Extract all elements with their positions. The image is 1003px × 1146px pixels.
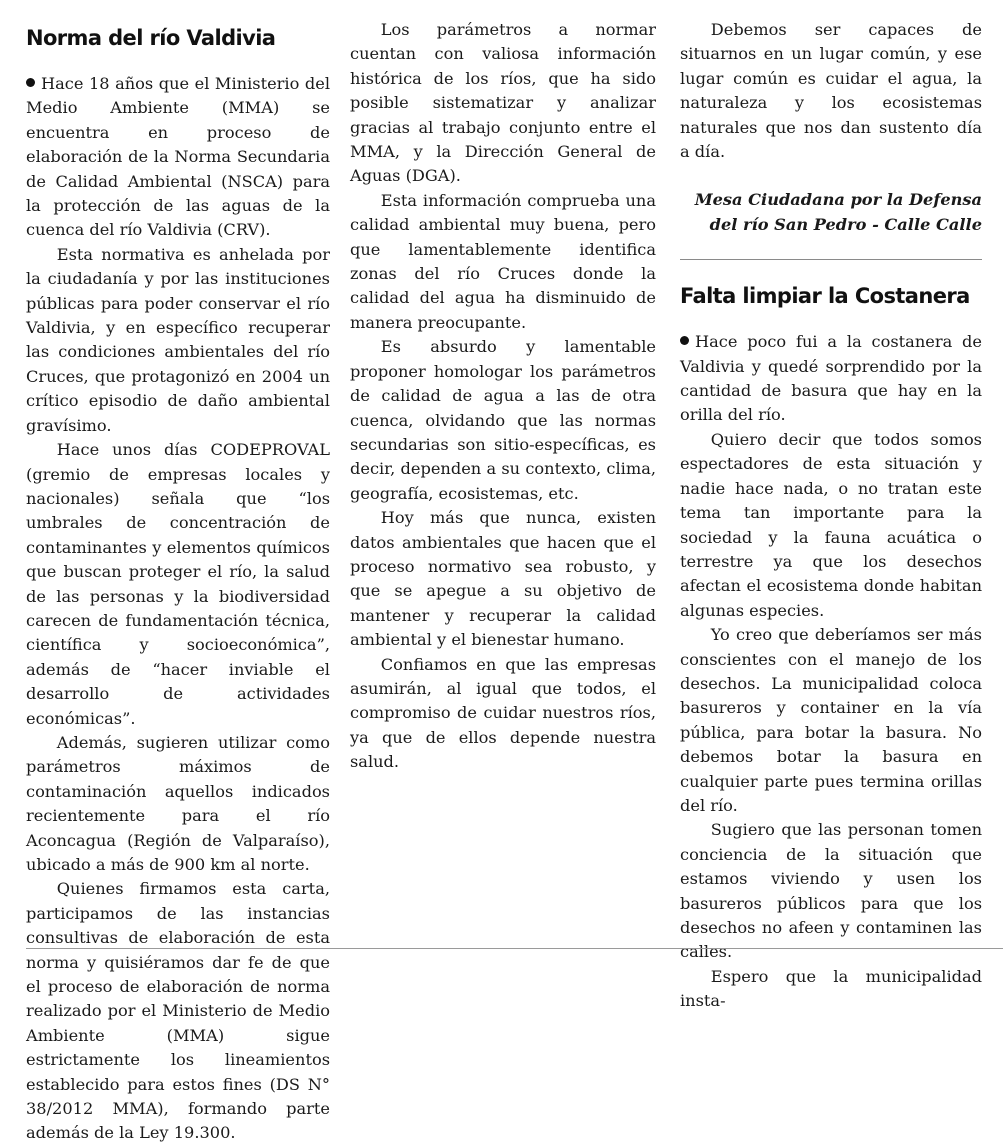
article-paragraph: Hace unos días CODEPROVAL (gremio de empresas locales y nacionales) señala que “los umbrales de concentración de contaminantes y elementos químicos que buscan proteger el río, la salud de las personas y la biodiversidad carecen de fundamentación técnica, científica y socioeconómica”, además de “hacer inviable el desarrollo de actividades económicas”. bbox=[26, 440, 330, 728]
article-paragraph: Confiamos en que las empresas asumirán, al igual que todos, el compromiso de cuidar nuestros ríos, ya que de ellos depende nuestra salud. bbox=[350, 654, 656, 772]
article-paragraph: Los parámetros a normar cuentan con valiosa información histórica de los ríos, que ha sido posible sistematizar y analizar gracias al trabajo conjunto entre el MMA, y la Dirección General de Aguas (DGA). bbox=[350, 20, 656, 186]
article-paragraph: Sugiero que las personan tomen conciencia de la situación que estamos viviendo y usen los basureros públicos para que los desechos no afeen y contaminen las calles. bbox=[680, 820, 982, 962]
article-paragraph: Yo creo que deberíamos ser más conscientes con el manejo de los desechos. La municipalidad coloca basureros y container en la vía pública, para botar la basura. No debemos botar la basura en cualquier parte pues termina orillas del río. bbox=[680, 625, 982, 815]
article-title-norma: Norma del río Valdivia bbox=[26, 26, 276, 50]
bottom-divider bbox=[26, 948, 1003, 949]
column-1 bbox=[26, 18, 330, 1143]
article-paragraph: Quiero decir que todos somos espectadores de esta situación y nadie hace nada, o no tratan este tema tan importante para la sociedad y la fauna acuática o terrestre ya que los desechos afectan el ecosistema donde habitan algunas especies. bbox=[680, 429, 982, 620]
article-paragraph: Además, sugieren utilizar como parámetros máximos de contaminación aquellos indicados recientemente para el río Aconcagua (Región de Valparaíso), ubicado a más de 900 km al norte. bbox=[26, 732, 330, 874]
article-paragraph: Esta normativa es anhelada por la ciudadanía y por las instituciones públicas para poder conservar el río Valdivia, y en específico recuperar las condiciones ambientales del río Cruces, que protagonizó en 2004 un crítico episodio de daño ambiental gravísimo. bbox=[26, 244, 330, 435]
article-paragraph: Hace 18 años que el Ministerio del Medio Ambiente (MMA) se encuentra en proceso de elaboración de la Norma Secundaria de Calidad Ambiental (NSCA) para la protección de las aguas de la cuenca del río Valdivia (CRV). bbox=[26, 74, 330, 240]
section-divider bbox=[680, 259, 982, 260]
article-paragraph: Debemos ser capaces de situarnos en un lugar común, y ese lugar común es cuidar el agua, la naturaleza y los ecosistemas naturales que nos dan sustento día a día. bbox=[680, 20, 982, 162]
article-paragraph: Esta información comprueba una calidad ambiental muy buena, pero que lamentablemente identifica zonas del río Cruces donde la calidad del agua ha disminuido de manera preocupante. bbox=[350, 190, 656, 332]
article-title-costanera: Falta limpiar la Costanera bbox=[680, 284, 970, 309]
bullet-icon bbox=[680, 336, 689, 345]
article-paragraph: Hace poco fui a la costanera de Valdivia y quedé sorprendido por la cantidad de basura que hay en la orilla del río. bbox=[680, 332, 982, 425]
column-2 bbox=[350, 18, 656, 943]
article-paragraph: Hoy más que nunca, existen datos ambientales que hacen que el proceso normativo sea robusto, y que se apegue a su objetivo de mantener y recuperar la calidad ambiental y el bienestar humano. bbox=[350, 508, 656, 650]
article-paragraph: Espero que la municipalidad insta- bbox=[680, 966, 982, 1011]
column-3 bbox=[680, 18, 982, 1011]
article-paragraph: Quienes firmamos esta carta, participamos de las instancias consultivas de elaboración de esta norma y quisiéramos dar fe de que el proceso de elaboración de norma realizado por el Ministerio de Medio Ambiente (MMA) sigue estrictamente los lineamientos establecido para estos fines (DS N° 38/2012 MMA), formando parte además de la Ley 19.300. bbox=[26, 879, 330, 1143]
bullet-icon bbox=[26, 78, 35, 87]
article-paragraph: Es absurdo y lamentable proponer homologar los parámetros de calidad de agua a las de otra cuenca, olvidando que las normas secundarias son sitio-específicas, es decir, dependen a su contexto, clima, geografía, ecosistemas, etc. bbox=[350, 337, 656, 503]
article-signature: Mesa Ciudadana por la Defensa del río San Pedro - Calle Calle bbox=[694, 190, 982, 234]
